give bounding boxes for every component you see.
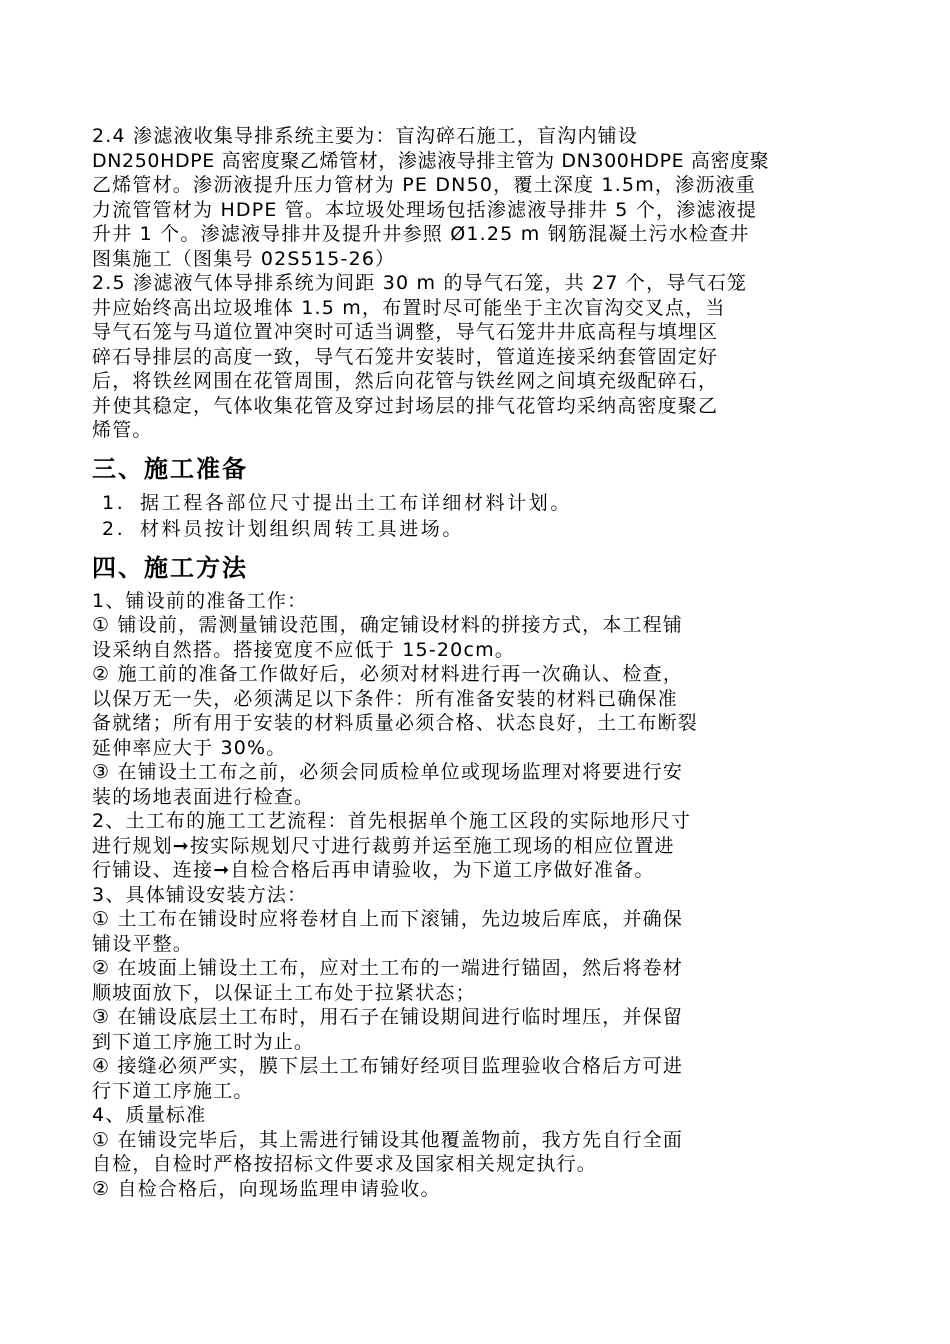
paragraph-line: 乙烯管材。渗沥液提升压力管材为 PE DN50，覆土深度 1.5m，渗沥液重 [92, 174, 756, 196]
paragraph-line: 图集施工（图集号 02S515-26） [92, 247, 396, 270]
paragraph-line: ② 施工前的准备工作做好后，必须对材料进行再一次确认、检查， [92, 663, 684, 685]
paragraph-line: 后，将铁丝网围在花管周围，然后向花管与铁丝网之间填充级配碎石， [92, 370, 719, 392]
paragraph-line: 升井 1 个。渗滤液导排井及提升井参照 Ø1.25 m 钢筋混凝土污水检查井 [92, 223, 750, 245]
list-number: 1. [102, 491, 126, 514]
paragraph-line: 备就绪；所有用于安装的材料质量必须合格、状态良好，土工布断裂 [92, 712, 699, 734]
list-text: 据工程各部位尺寸提出土工布详细材料计划。 [140, 491, 573, 514]
paragraph-line: ① 土工布在铺设时应将卷材自上而下滚铺，先边坡后库底，并确保 [92, 908, 684, 930]
paragraph-line: 烯管。 [92, 419, 153, 441]
paragraph-line: 力流管管材为 HDPE 管。本垃圾处理场包括渗滤液导排井 5 个，渗滤液提 [92, 198, 758, 221]
list-text: 材料员按计划组织周转工具进场。 [140, 517, 465, 540]
paragraph-line: 2.4 渗滤液收集导排系统主要为：盲沟碎石施工，盲沟内铺设 [92, 125, 639, 147]
paragraph-line: 行下道工序施工。 [92, 1079, 254, 1102]
section-heading-preparation: 三、施工准备 [92, 454, 248, 483]
section-heading-method: 四、施工方法 [92, 553, 248, 582]
preparation-list [92, 490, 892, 542]
paragraph-line: 延伸率应大于 30%。 [92, 736, 287, 759]
paragraph-line: DN250HDPE 高密度聚乙烯管材，渗滤液导排主管为 DN300HDPE 高密度聚 [92, 149, 770, 172]
paragraph-line: 1、铺设前的准备工作： [92, 589, 308, 612]
paragraph-line: 行铺设、连接➞自检合格后再申请验收，为下道工序做好准备。 [92, 859, 655, 881]
paragraph-line: 导气石笼与马道位置冲突时可适当调整，导气石笼井井底高程与填埋区 [92, 321, 719, 343]
paragraph-line: 自检，自检时严格按招标文件要求及国家相关规定执行。 [92, 1153, 598, 1175]
paragraph-line: 2、土工布的施工工艺流程：首先根据单个施工区段的实际地形尺寸 [92, 810, 692, 832]
paragraph-line: 设采纳自然搭。搭接宽度不应低于 15-20cm。 [92, 638, 516, 661]
method-section [92, 589, 892, 1202]
paragraph-line: 4、质量标准 [92, 1104, 207, 1126]
list-item [92, 516, 892, 542]
list-item [92, 490, 892, 516]
list-number: 2. [102, 517, 126, 540]
paragraph-line: 2.5 渗滤液气体导排系统为间距 30 m 的导气石笼，共 27 个，导气石笼 [92, 272, 748, 294]
paragraph-line: ② 自检合格后，向现场监理申请验收。 [92, 1177, 441, 1200]
paragraph-line: 以保万无一失，必须满足以下条件：所有准备安装的材料已确保准 [92, 687, 678, 710]
section-2-5 [92, 271, 892, 443]
paragraph-line: 顺坡面放下，以保证土工布处于拉紧状态； [92, 981, 476, 1004]
paragraph-line: ③ 在铺设底层土工布时，用石子在铺设期间进行临时埋压，并保留 [92, 1006, 684, 1028]
paragraph-line: ① 在铺设完毕后，其上需进行铺设其他覆盖物前，我方先自行全面 [92, 1128, 684, 1151]
paragraph-line: ③ 在铺设土工布之前，必须会同质检单位或现场监理对将要进行安 [92, 761, 684, 783]
section-2-4 [92, 124, 892, 271]
paragraph-line: ① 铺设前，需测量铺设范围，确定铺设材料的拼接方式，本工程铺 [92, 614, 684, 636]
paragraph-line: 碎石导排层的高度一致，导气石笼井安装时，管道连接采纳套管固定好 [92, 345, 719, 368]
document-page [92, 124, 892, 1201]
paragraph-line: 并使其稳定，气体收集花管及穿过封场层的排气花管均采纳高密度聚乙 [92, 394, 719, 417]
paragraph-line: 进行规划➞按实际规划尺寸进行裁剪并运至施工现场的相应位置进 [92, 834, 675, 857]
paragraph-line: ④ 接缝必须严实，膜下层土工布铺好经项目监理验收合格后方可进 [92, 1055, 684, 1077]
paragraph-line: ② 在坡面上铺设土工布，应对土工布的一端进行锚固，然后将卷材 [92, 957, 684, 979]
paragraph-line: 装的场地表面进行检查。 [92, 785, 315, 808]
paragraph-line: 铺设平整。 [92, 932, 194, 955]
paragraph-line: 3、具体铺设安装方法： [92, 883, 308, 906]
paragraph-line: 到下道工序施工时为止。 [92, 1030, 315, 1053]
paragraph-line: 井应始终高出垃圾堆体 1.5 m，布置时尽可能坐于主次盲沟交叉点，当 [92, 296, 726, 319]
